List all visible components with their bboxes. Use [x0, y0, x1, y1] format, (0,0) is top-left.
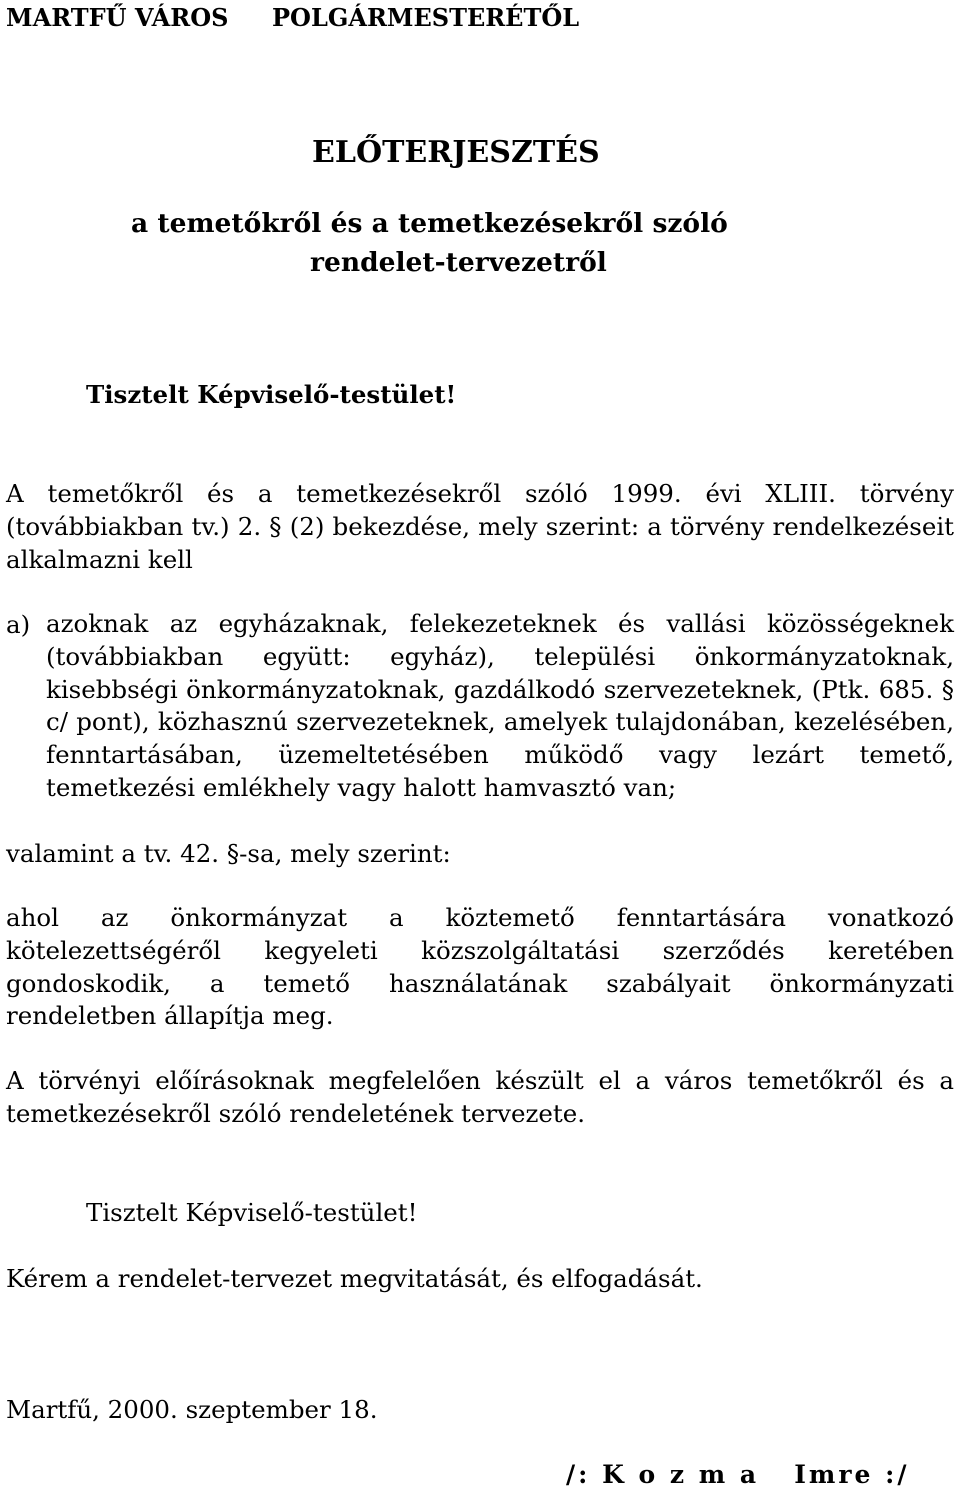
- document-title: ELŐTERJESZTÉS: [312, 135, 600, 170]
- request-line: Kérem a rendelet-tervezet megvitatását, és elfogadását.: [6, 1264, 703, 1293]
- intro-paragraph: A temetőkről és a temetkezésekről szóló 1999. évi XLIII. törvény (továbbiakban tv.) 2. § (2) bekezdése, mely szerint: a törvény rendelkezéseit alkalmazni kell: [6, 479, 954, 574]
- header-city: MARTFŰ VÁROS: [6, 3, 229, 32]
- provision-paragraph: ahol az önkormányzat a köztemető fenntartására vonatkozó kötelezettségéről kegyeleti közszolgáltatási szerződés keretében gondoskodik, a temető használatának szabályait önkormányzati rendeletben állapítja meg.: [6, 903, 954, 1031]
- place-date: Martfű, 2000. szeptember 18.: [6, 1395, 378, 1424]
- item-a-marker: a): [6, 610, 31, 639]
- conclusion-paragraph: A törvényi előírásoknak megfelelően készült el a város temetőkről és a temetkezésekről szóló rendeletének tervezete.: [6, 1066, 954, 1128]
- salutation: Tisztelt Képviselő-testület!: [86, 380, 457, 409]
- header-office: POLGÁRMESTERÉTŐL: [272, 3, 580, 32]
- item-a-text: azoknak az egyházaknak, felekezeteknek és vallási közösségeknek (továbbiakban együtt: egyház), települési önkormányzatoknak, kisebbségi önkormányzatoknak, gazdálkodó szervezeteknek, (Ptk. 685. § c/ pont), közhasznú szervezeteknek, amelyek tulajdonában, kezelésében, fenntartásában, üzemeltetésében működő vagy lezárt temető, temetkezési emlékhely vagy halott hamvasztó van;: [46, 609, 954, 802]
- signature: /: K o z m a Imre :/: [566, 1460, 910, 1489]
- subtitle-line-2: rendelet-tervezetről: [310, 247, 607, 278]
- closing-salutation: Tisztelt Képviselő-testület!: [86, 1198, 418, 1227]
- subtitle-line-1: a temetőkről és a temetkezésekről szóló: [131, 208, 728, 239]
- also-paragraph: valamint a tv. 42. §-sa, mely szerint:: [6, 839, 451, 868]
